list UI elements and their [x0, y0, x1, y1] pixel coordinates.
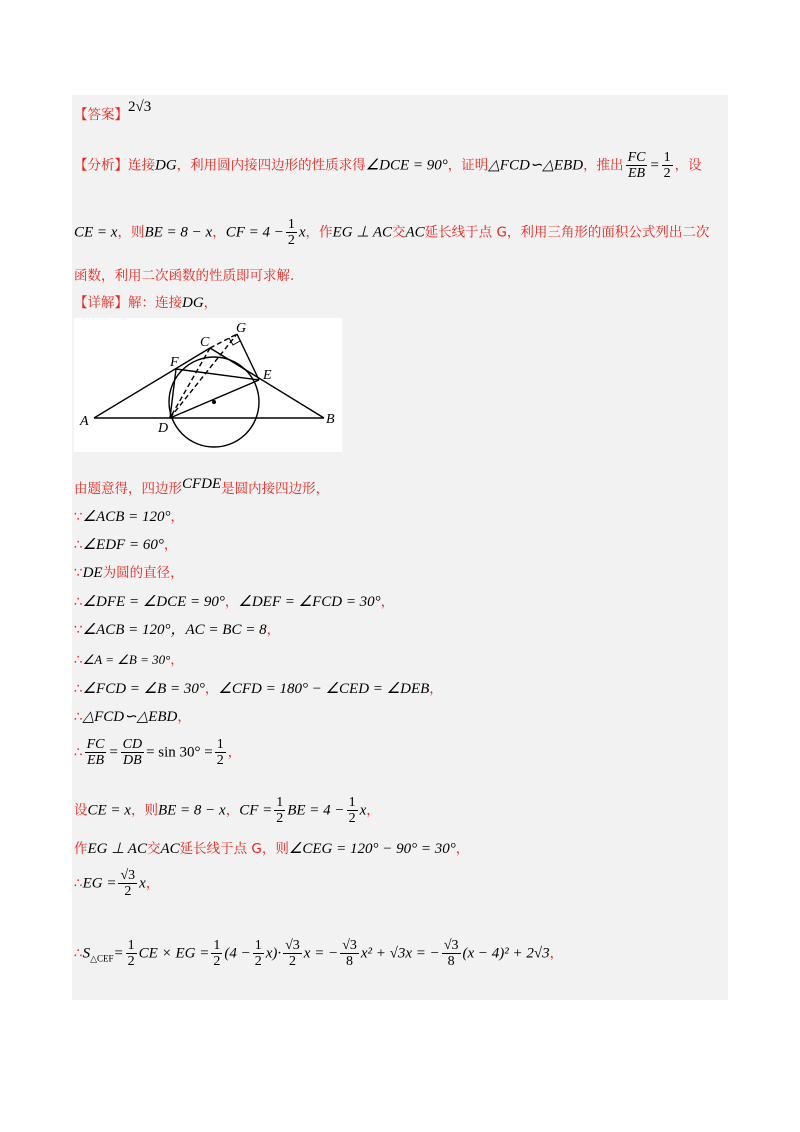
label-g: G [236, 321, 247, 336]
step-7 [74, 648, 184, 668]
label-b: B [326, 412, 335, 427]
analysis-text: ，设 [674, 157, 702, 174]
answer-label: 【答案】 [74, 107, 128, 123]
step-11 [74, 795, 380, 826]
geometry-figure [74, 318, 342, 452]
math-expr: x² + √3x = − [360, 945, 440, 962]
step-13 [74, 868, 159, 899]
step-text: ， [177, 709, 191, 725]
analysis-text: 交 [392, 224, 406, 241]
math-expr: △FCD∽△EBD [488, 157, 584, 174]
math-expr: CE = x [87, 802, 131, 819]
therefore-symbol: ∴ [74, 594, 83, 610]
step-8 [74, 677, 443, 698]
math-expr: AC [160, 841, 180, 857]
label-e: E [263, 368, 272, 383]
therefore-symbol: ∴ [74, 537, 83, 553]
math-expr: BE = 8 − x [144, 224, 213, 241]
math-expr: △FCD∽△EBD [82, 709, 178, 725]
math-expr: EG = [82, 875, 117, 892]
step-text: ， [170, 509, 184, 525]
math-expr: = [108, 744, 119, 761]
math-expr: x [139, 875, 146, 892]
math-expr: DG [155, 157, 177, 174]
analysis-text: ，证明 [447, 157, 489, 174]
math-expr: BE = 4 − [287, 802, 345, 819]
figure-svg [74, 318, 342, 452]
because-symbol: ∵ [74, 622, 83, 638]
fraction: $\frac{FC}{EB}$ [627, 150, 646, 181]
analysis-line-1 [74, 150, 702, 181]
fraction: $\frac{1}{2}$ [254, 938, 262, 969]
detail-text: 解：连接 [128, 295, 182, 311]
math-expr: x = − [303, 945, 339, 962]
math-expr: ∠ACB = 120°，AC = BC = 8 [82, 622, 267, 638]
math-expr: ∠FCD = ∠B = 30° [82, 681, 205, 697]
step-text: ， [170, 652, 184, 668]
fraction: $\frac{1}{2}$ [348, 795, 356, 826]
math-expr: CE = x [74, 224, 118, 241]
step-9 [74, 705, 191, 726]
step-text: ， [225, 802, 240, 819]
analysis-line-3 [74, 264, 294, 284]
math-expr: (x − 4)² + 2√3 [462, 945, 550, 962]
step-text: 延长线于点 G，则 [179, 841, 289, 857]
analysis-text: ，利用圆内接四边形的性质求得 [176, 157, 366, 174]
step-text: ， [380, 594, 395, 610]
math-expr: ∠EDF = 60° [82, 537, 164, 553]
step-text: 交 [146, 841, 161, 857]
fraction: $\frac{1}{2}$ [216, 737, 224, 768]
fraction: $\frac{FC}{EB}$ [86, 737, 105, 768]
step-6 [74, 618, 280, 639]
label-f: F [170, 355, 179, 370]
therefore-symbol: ∴ [74, 681, 83, 697]
segment-ac [94, 348, 210, 418]
analysis-text: ， [212, 224, 226, 241]
math-expr: ∠A = ∠B = 30° [82, 652, 171, 667]
step-2 [74, 505, 184, 526]
math-expr: x [359, 802, 367, 819]
step-text: ， [366, 802, 380, 819]
analysis-text: ，作 [305, 224, 333, 241]
step-14 [74, 938, 563, 969]
math-expr: CE × EG = [138, 945, 210, 962]
step-4 [74, 561, 184, 582]
segment-de [170, 380, 259, 418]
fraction: $\frac{√3}{8}$ [342, 938, 357, 969]
fraction: $\frac{√3}{2}$ [285, 938, 300, 969]
answer-value: 2√3 [128, 99, 152, 115]
fraction: $\frac{1}{2}$ [213, 938, 221, 969]
therefore-symbol: ∴ [74, 744, 83, 761]
step-12 [74, 837, 469, 858]
math-expr: = [649, 157, 660, 174]
therefore-symbol: ∴ [74, 652, 83, 668]
math-expr: = [113, 945, 124, 962]
step-text: ，则 [130, 802, 158, 819]
because-symbol: ∵ [74, 509, 83, 525]
step-10 [74, 737, 241, 768]
because-symbol: ∵ [74, 565, 83, 581]
math-expr: ∠CFD = 180° − ∠CED = ∠DEB [218, 681, 430, 697]
math-expr: x)· [265, 945, 282, 962]
analysis-text: ，则 [117, 224, 145, 241]
fraction: $\frac{√3}{8}$ [443, 938, 459, 969]
step-3 [74, 533, 177, 554]
math-expr: ∠CEG = 120° − 90° = 30° [288, 841, 456, 857]
step-text: 为圆的直径， [102, 565, 184, 581]
step-text: 作 [74, 841, 88, 857]
analysis-text: 连接 [128, 157, 155, 174]
math-expr: S [82, 945, 91, 962]
step-text: ， [227, 744, 242, 761]
analysis-text: ，推出 [583, 157, 624, 174]
therefore-symbol: ∴ [74, 709, 83, 725]
math-expr: (4 − [224, 945, 251, 962]
math-expr: AC [405, 224, 425, 241]
math-expr: ∠DFE = ∠DCE = 90° [82, 594, 225, 610]
step-text: ， [163, 537, 178, 553]
math-expr: ∠DCE = 90° [365, 157, 448, 174]
fraction: $\frac{1}{2}$ [127, 938, 135, 969]
step-text: ， [224, 594, 239, 610]
step-text: 由题意得，四边形 [74, 481, 182, 497]
step-5 [74, 590, 394, 611]
fraction: $\frac{1}{2}$ [276, 795, 284, 826]
detail-line [74, 291, 217, 312]
math-expr: EG ⊥ AC [87, 841, 147, 857]
math-expr: ∠DEF = ∠FCD = 30° [238, 594, 381, 610]
right-angle-mark [229, 338, 240, 345]
answer-line [74, 99, 152, 124]
step-text: 设 [74, 802, 88, 819]
segment-cb [210, 348, 324, 418]
fraction: $\frac{CD}{DB}$ [122, 737, 143, 768]
fraction: $\frac{1}{2}$ [663, 150, 671, 181]
step-text: 是圆内接四边形， [221, 481, 330, 497]
step-text: ， [429, 681, 443, 697]
math-expr: CF = [239, 802, 273, 819]
step-text: ， [549, 945, 564, 962]
analysis-text: 函数，利用二次函数的性质即可求解. [74, 268, 295, 284]
therefore-symbol: ∴ [74, 945, 83, 962]
math-expr: EG ⊥ AC [332, 224, 392, 241]
label-a: A [80, 414, 89, 429]
fraction: $\frac{1}{2}$ [287, 217, 295, 248]
analysis-label: 【分析】 [74, 157, 128, 174]
detail-label: 【详解】 [74, 295, 128, 311]
math-expr: CFDE [182, 476, 222, 492]
step-1 [74, 477, 329, 498]
math-expr: = sin 30° = [146, 744, 213, 761]
step-text: ， [204, 681, 219, 697]
math-expr: BE = 8 − x [157, 802, 226, 819]
analysis-text: 延长线于点 G，利用三角形的面积公式列出二次 [424, 224, 710, 241]
analysis-line-2 [74, 217, 709, 248]
math-subscript: △CEF [90, 953, 114, 964]
detail-text: ， [203, 295, 218, 311]
fraction: $\frac{√3}{2}$ [120, 868, 136, 899]
math-expr: CF = 4 − [225, 224, 284, 241]
segment-cg-dashed [210, 334, 237, 348]
math-expr: DG [182, 295, 204, 311]
label-c: C [200, 335, 210, 350]
therefore-symbol: ∴ [74, 875, 83, 892]
step-text: ， [145, 875, 160, 892]
circle-center [212, 400, 216, 404]
math-expr: DE [82, 565, 103, 581]
step-text: ， [455, 841, 470, 857]
label-d: D [158, 421, 169, 436]
math-expr: ∠ACB = 120° [82, 509, 171, 525]
math-expr: x [298, 224, 306, 241]
step-text: ， [266, 622, 281, 638]
